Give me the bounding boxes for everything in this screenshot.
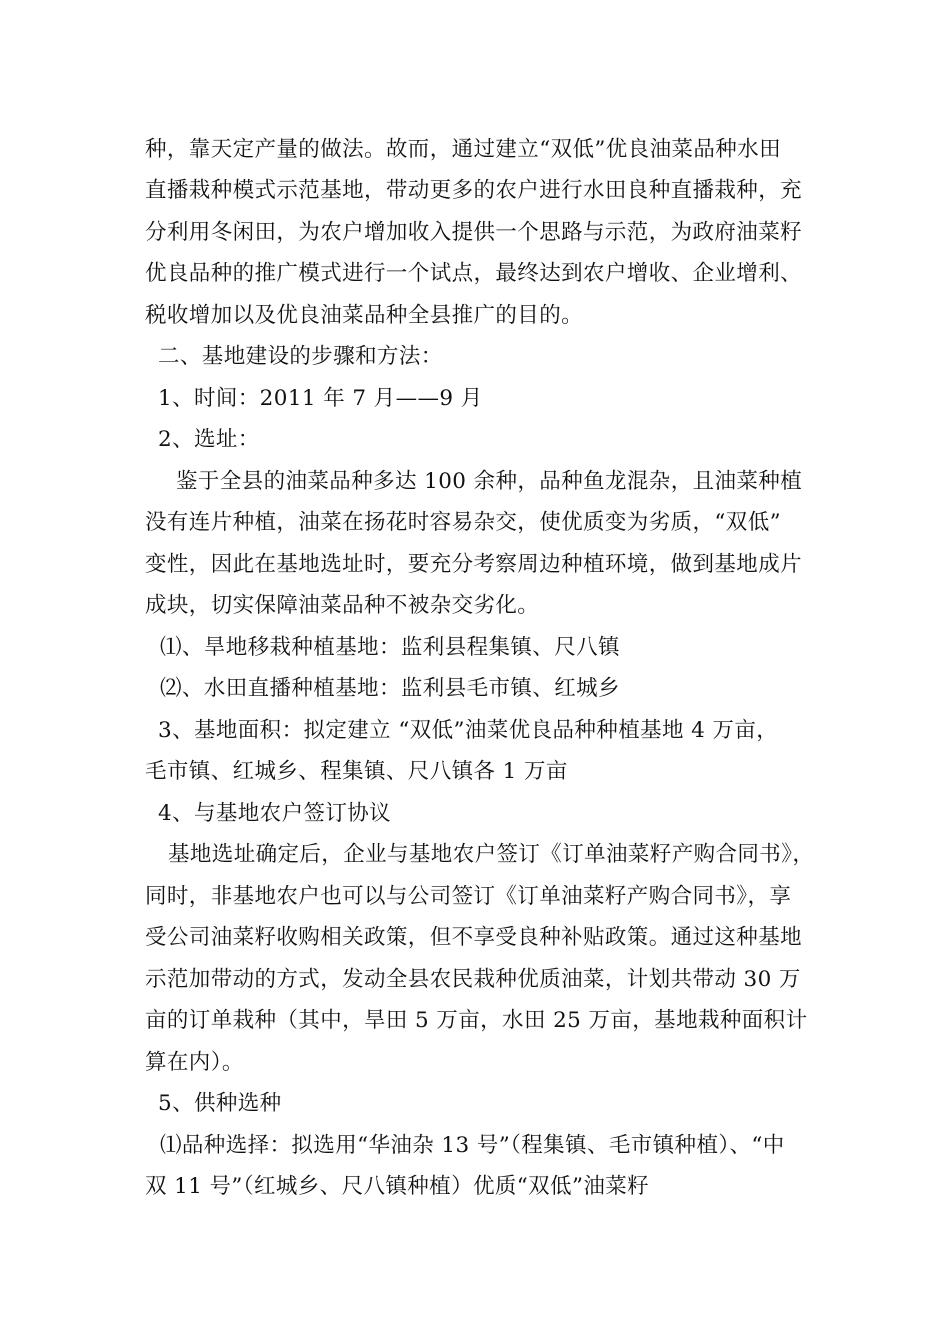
item-area-line-1: 3、基地面积：拟定建立 “双低”油菜优良品种种植基地 4 万亩， xyxy=(158,718,779,743)
agreement-paragraph-line-1: 基地选址确定后，企业与基地农户签订《订单油菜籽产购合同书》， xyxy=(168,842,815,867)
section-heading-2: 二、基地建设的步骤和方法： xyxy=(158,344,443,369)
site-paragraph-line-3: 变性，因此在基地选址时，要充分考察周边种植环境，做到基地成片 xyxy=(145,552,803,577)
agreement-paragraph-line-3: 受公司油菜籽收购相关政策，但不享受良种补贴政策。通过这种基地 xyxy=(145,925,803,950)
seed-selection-line-2: 双 11 号”（红城乡、尺八镇种植）优质“双低”油菜籽 xyxy=(145,1174,650,1199)
paragraph-line-4: 优良品种的推广模式进行一个试点，最终达到农户增收、企业增利、 xyxy=(145,261,803,286)
site-paragraph-line-4: 成块，切实保障油菜品种不被杂交劣化。 xyxy=(145,593,540,618)
item-time: 1、时间：2011 年 7 月——9 月 xyxy=(158,386,483,411)
paragraph-line-2: 直播栽种模式示范基地，带动更多的农户进行水田良种直播栽种，充 xyxy=(145,178,803,203)
site-paragraph-line-1: 鉴于全县的油菜品种多达 100 余种，品种鱼龙混杂，且油菜种植 xyxy=(176,469,803,494)
seed-selection-line-1: ⑴品种选择：拟选用“华油杂 13 号”（程集镇、毛市镇种植）、“中 xyxy=(160,1133,785,1158)
agreement-paragraph-line-5: 亩的订单栽种（其中，旱田 5 万亩，水田 25 万亩，基地栽种面积计 xyxy=(145,1008,808,1033)
agreement-paragraph-line-6: 算在内）。 xyxy=(145,1050,244,1075)
agreement-paragraph-line-4: 示范加带动的方式，发动全县农民栽种优质油菜，计划共带动 30 万 xyxy=(145,967,801,992)
paragraph-line-3: 分利用冬闲田，为农户增加收入提供一个思路与示范，为政府油菜籽 xyxy=(145,220,803,245)
agreement-paragraph-line-2: 同时，非基地农户也可以与公司签订《订单油菜籽产购合同书》，享 xyxy=(145,884,792,909)
item-agreement-heading: 4、与基地农户签订协议 xyxy=(158,801,392,826)
item-seed-heading: 5、供种选种 xyxy=(158,1091,282,1116)
site-paragraph-line-2: 没有连片种植，油菜在扬花时容易杂交，使优质变为劣质，“双低” xyxy=(145,510,781,535)
site-item-paddy: ⑵、水田直播种植基地：监利县毛市镇、红城乡 xyxy=(160,676,620,701)
paragraph-line-1: 种，靠天定产量的做法。故而，通过建立“双低”优良油菜品种水田 xyxy=(145,137,781,162)
item-site-heading: 2、选址： xyxy=(158,427,260,452)
item-area-line-2: 毛市镇、红城乡、程集镇、尺八镇各 1 万亩 xyxy=(145,759,568,784)
paragraph-line-5: 税收增加以及优良油菜品种全县推广的目的。 xyxy=(145,303,584,328)
site-item-dryland: ⑴、旱地移栽种植基地：监利县程集镇、尺八镇 xyxy=(160,635,620,660)
